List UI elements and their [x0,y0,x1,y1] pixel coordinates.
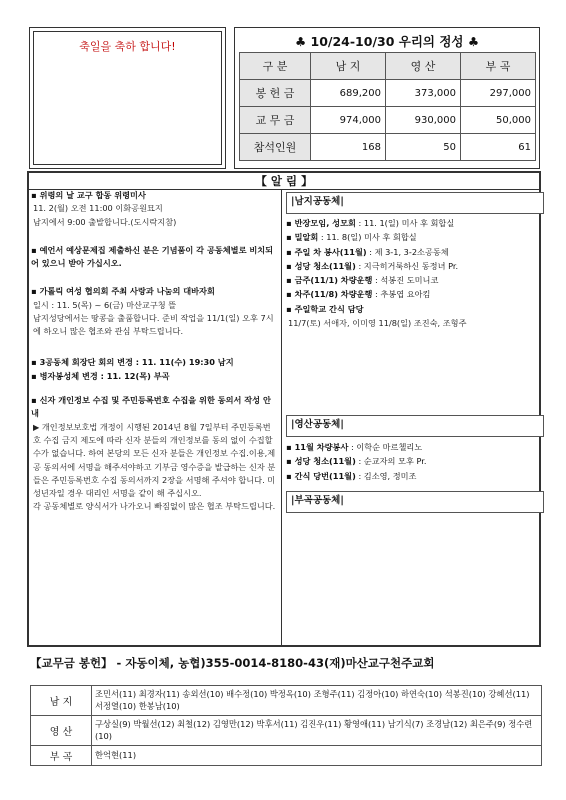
namji-item-text: : 추봉엽 요아킴 [372,289,431,300]
donor-community-label: 남 지 [31,686,92,716]
notice-board-title: 【 알 림 】 [29,173,539,190]
namji-item [286,246,538,259]
notice-line: 남지에서 9:00 출발합니다.(도시락지참) [33,216,177,227]
notice-item [31,189,277,229]
namji-item-label: ▪ 밀알회 [286,232,318,242]
offering-row-label: 봉 헌 금 [240,80,311,107]
donor-row [31,686,542,716]
offering-row-label: 교 무 금 [240,107,311,134]
offering-row [240,107,536,134]
notice-title: ▪ 가톨릭 여성 협의회 주최 사랑과 나눔의 대바자회 [31,285,277,298]
notice-item [31,285,277,338]
notice-line: 일시 : 11. 5(목) ~ 6(금) 마산교구청 뜰 [33,299,177,310]
offering-cell: 297,000 [461,80,536,107]
notice-line: 남지성당에서는 땅콩을 출품합니다. 준비 작업을 11/1(일) 오후 7시에 하오니 많은 협조와 관심 부탁드립니다. [33,312,274,337]
yeongsan-item-label: ▪ 간식 당번(11월) [286,471,356,481]
yeongsan-item-label: ▪ 11월 차량봉사 [286,442,348,452]
donor-names: 구상실(9) 박월선(12) 최철(12) 김영만(12) 박후서(11) 김진우(11) 황영애(11) 남기식(7) 조경남(12) 최은주(9) 정수련(10) [92,716,542,746]
namji-item-text: : 11. 8(일) 미사 후 회합실 [318,232,417,243]
notice-title: ▪ 예언서 예상문제집 제출하신 분은 기념품이 각 공동체별로 비치되어 있으니 받아 가십시오. [31,244,277,271]
namji-item-label: ▪ 금주(11/1) 차량운행 [286,275,372,285]
yeongsan-item [286,470,538,483]
notice-item [31,356,277,369]
offering-cell: 50 [386,134,461,161]
yeongsan-item-text: : 순교자의 모후 Pr. [355,456,427,467]
offering-table [239,52,536,161]
namji-item-text: : 석봉진 도미니코 [372,275,439,286]
namji-item [286,260,538,273]
offering-cell: 61 [461,134,536,161]
offering-summary [234,27,540,169]
namji-item [286,217,538,230]
namji-snack-schedule: 11/7(토) 서애자, 이미영 11/8(일) 조진숙, 조형주 [288,317,467,328]
greeting-box [29,27,226,169]
yeongsan-item [286,441,538,454]
namji-item-label: ▪ 성당 청소(11월) [286,261,356,271]
offering-cell: 689,200 [311,80,386,107]
namji-item-text: : 지극히거룩하신 동정녀 Pr. [355,260,459,271]
offering-row-label: 참석인원 [240,134,311,161]
notice-title: ▪ 3공동체 회장단 회의 변경 : 11. 11(수) 19:30 남지 [31,356,277,369]
offering-cell: 930,000 [386,107,461,134]
donor-row [31,746,542,766]
bugok-section-header: |부곡공동체| [286,491,544,513]
namji-item-label: ▪ 주일학교 간식 담당 [286,304,364,314]
notice-left-column [31,189,277,515]
yeongsan-item-text: : 이학순 마르첼리노 [348,442,423,452]
yeongsan-section-header: |영산공동체| [286,415,544,437]
offering-header-cell: 구 분 [240,53,311,80]
donor-row [31,716,542,746]
namji-item [286,231,538,244]
namji-item-label: ▪ 반장모임, 성모회 [286,218,356,228]
namji-item-label: ▪ 주일 차 봉사(11월) [286,247,367,257]
offering-header-row [240,53,536,80]
offering-cell: 50,000 [461,107,536,134]
offering-cell: 974,000 [311,107,386,134]
notice-line: 11. 2(월) 오전 11:00 이화공원묘지 [33,203,163,214]
bank-transfer-line: 【교무금 봉헌】 - 자동이체, 농협)355-0014-8180-43(재)마산교구천주교회 [30,656,435,670]
namji-item [286,303,538,316]
column-divider [281,189,282,645]
donor-community-label: 영 산 [31,716,92,746]
notice-item [31,394,277,514]
notice-right-column [286,189,538,645]
donor-table [30,685,542,766]
yeongsan-item [286,455,538,468]
yeongsan-item-text: : 김소영, 정미조 [355,470,417,481]
offering-title: ♣ 10/24-10/30 우리의 정성 ♣ [294,34,480,49]
offering-cell: 373,000 [386,80,461,107]
offering-row [240,134,536,161]
notice-title: ▪ 신자 개인정보 수집 및 주민등록번호 수집을 위한 동의서 작성 안내 [31,394,277,421]
notice-item [31,244,277,271]
greeting-text: 축일을 축하 합니다! [79,40,176,53]
notice-title: ▪ 위령의 날 교구 합동 위령미사 [31,189,277,202]
namji-item-text: : 11. 1(일) 미사 후 회합실 [355,218,455,228]
donor-community-label: 부 곡 [31,746,92,766]
namji-item [286,274,538,287]
donor-names: 한억현(11) [92,746,542,766]
offering-header-cell: 영 산 [386,53,461,80]
namji-item-label: ▪ 차주(11/8) 차량운행 [286,289,372,299]
namji-item [286,288,538,301]
offering-header-cell: 부 곡 [461,53,536,80]
namji-section-header: |남지공동체| [286,192,544,214]
offering-header-cell: 남 지 [311,53,386,80]
donor-names: 조민서(11) 최경자(11) 송외선(10) 배수정(10) 박정옥(10) 조형주(11) 김정아(10) 하연숙(10) 석봉진(10) 강혜선(11) 서정열(10) 한봉남(10) [92,686,542,716]
offering-row [240,80,536,107]
yeongsan-item-label: ▪ 성당 청소(11월) [286,456,356,466]
notice-item [31,370,277,383]
notice-line: 각 공동체별로 양식서가 나가오니 빠짐없이 많은 협조 부탁드립니다. [33,501,276,512]
notice-title: ▪ 병자봉성체 변경 : 11. 12(목) 부곡 [31,370,277,383]
notice-line: ▶ 개인정보보호법 개정이 시행된 2014년 8월 7일부터 주민등록번호 수집 금지 제도에 따라 신자 분들의 개인정보를 동의 없이 수집할 수가 없습니다. 하여 본당의 모든 신자 분들은 개인정보 수집.이용,제공 동의서에 서명을 해주셔야하고 기부금 영수증을 발급하는 신자 분들은 주민등록번호 수집 동의서까지 2장을 서명해 주셔야 합니다. 미성년자일 경우 대리인 서명을 같이 해 주십시오. [33,421,276,499]
offering-cell: 168 [311,134,386,161]
namji-item-text: : 제 3-1, 3-2소공동체 [366,246,449,257]
